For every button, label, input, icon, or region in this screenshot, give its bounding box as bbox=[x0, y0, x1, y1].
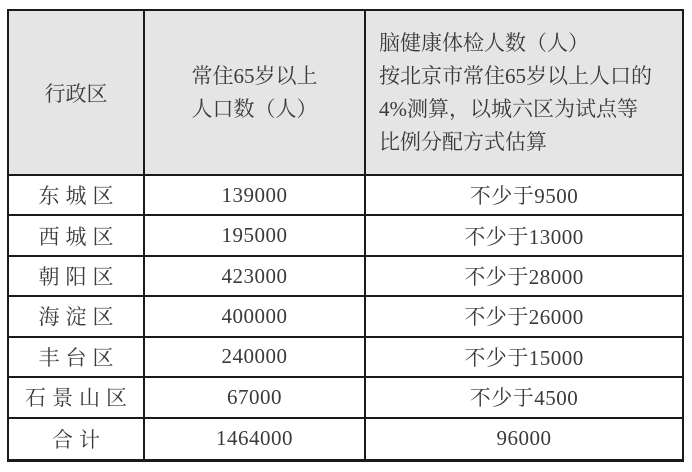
cell-population: 400000 bbox=[145, 297, 366, 337]
header-checkup-line1: 脑健康体检人数（人） bbox=[379, 30, 589, 55]
cell-checkup: 不少于13000 bbox=[366, 216, 682, 256]
cell-population: 423000 bbox=[145, 257, 366, 297]
header-checkup-line3: 4%测算，以城六区为试点等 bbox=[379, 96, 638, 121]
header-checkup bbox=[366, 11, 682, 176]
cell-district: 西城区 bbox=[9, 216, 145, 256]
district-checkup-table bbox=[7, 9, 684, 462]
cell-checkup: 不少于15000 bbox=[366, 338, 682, 378]
header-population-line2: 人口数（人） bbox=[191, 96, 318, 121]
cell-district: 东城区 bbox=[9, 176, 145, 216]
header-population-line1: 常住65岁以上 bbox=[191, 63, 318, 88]
cell-checkup: 不少于9500 bbox=[366, 176, 682, 216]
cell-checkup: 不少于4500 bbox=[366, 378, 682, 418]
cell-population: 195000 bbox=[145, 216, 366, 256]
header-population bbox=[145, 11, 366, 176]
cell-checkup: 不少于28000 bbox=[366, 257, 682, 297]
cell-total-population: 1464000 bbox=[145, 419, 366, 459]
header-checkup-line2: 按北京市常住65岁以上人口的 bbox=[379, 63, 652, 88]
cell-total-checkup: 96000 bbox=[366, 419, 682, 459]
cell-population: 139000 bbox=[145, 176, 366, 216]
header-district-label: 行政区 bbox=[44, 81, 108, 106]
cell-total-label: 合计 bbox=[9, 419, 145, 459]
cell-checkup: 不少于26000 bbox=[366, 297, 682, 337]
cell-district: 海淀区 bbox=[9, 297, 145, 337]
cell-district: 朝阳区 bbox=[9, 257, 145, 297]
cell-district: 丰台区 bbox=[9, 338, 145, 378]
header-district bbox=[9, 11, 145, 176]
cell-population: 240000 bbox=[145, 338, 366, 378]
header-checkup-line4: 比例分配方式估算 bbox=[379, 129, 547, 154]
cell-district: 石景山区 bbox=[9, 378, 145, 418]
cell-population: 67000 bbox=[145, 378, 366, 418]
